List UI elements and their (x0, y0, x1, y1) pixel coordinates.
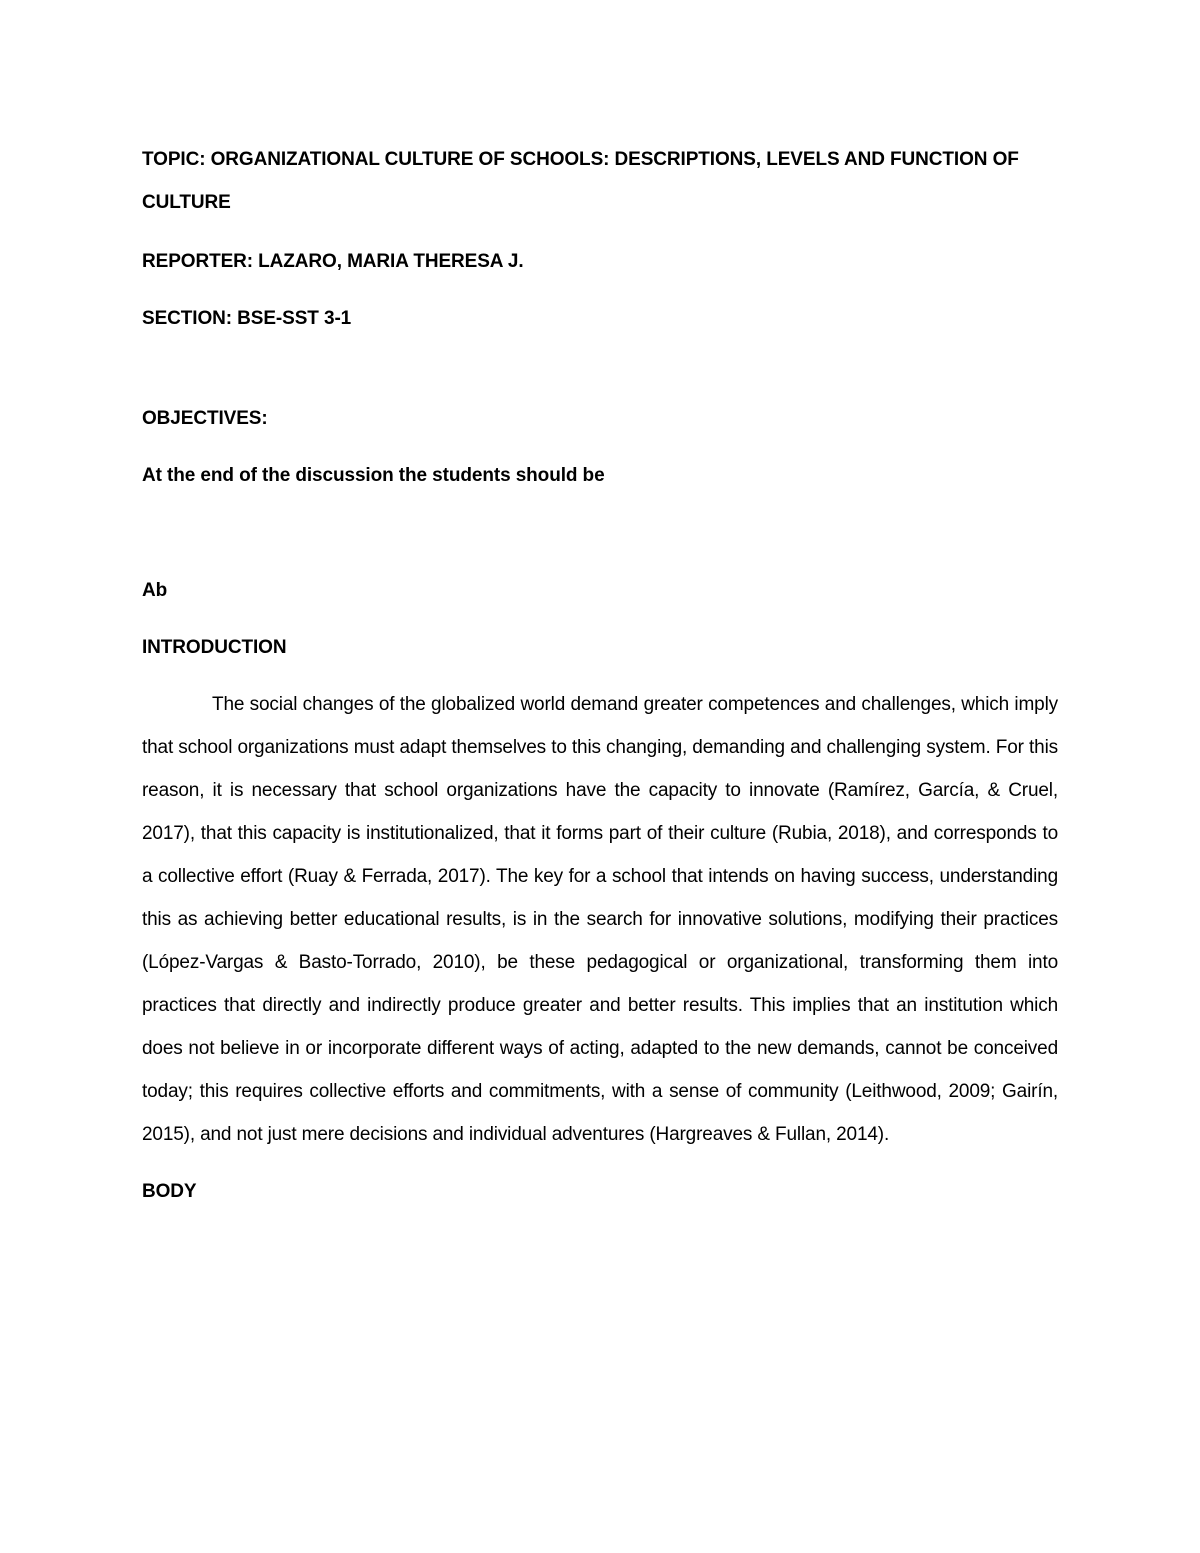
spacer (142, 497, 1058, 569)
objectives-lead: At the end of the discussion the students should be (142, 465, 605, 486)
reporter-line: REPORTER: LAZARO, MARIA THERESA J. (142, 251, 524, 272)
stub-text: Ab (142, 580, 168, 601)
spacer (142, 440, 1058, 454)
spacer (142, 340, 1058, 397)
document-content (142, 138, 1058, 1213)
spacer (142, 283, 1058, 297)
introduction-paragraph: The social changes of the globalized world demand greater competences and challenges, which imply that school organizations must adapt themselves to this changing, demanding and challenging system. For this reason, it is necessary that school organizations have the capacity to innovate (Ramírez, García, & Cruel, 2017), that this capacity is institutionalized, that it forms part of their culture (Rubia, 2018), and corresponds to a collective effort (Ruay & Ferrada, 2017). The key for a school that intends on having success, understanding this as achieving better educational results, is in the search for innovative solutions, modifying their practices (López-Vargas & Basto-Torrado, 2010), be these pedagogical or organizational, transforming them into practices that directly and indirectly produce greater and better results. This implies that an institution which does not believe in or incorporate different ways of acting, adapted to the new demands, cannot be conceived today; this requires collective efforts and commitments, with a sense of community (Leithwood, 2009; Gairín, 2015), and not just mere decisions and individual adventures (Hargreaves & Fullan, 2014). (142, 694, 1058, 1145)
section-line: SECTION: BSE-SST 3-1 (142, 308, 352, 329)
topic-heading: TOPIC: ORGANIZATIONAL CULTURE OF SCHOOLS: DESCRIPTIONS, LEVELS AND FUNCTION OF CULTURE (142, 149, 1019, 213)
introduction-heading: INTRODUCTION (142, 637, 287, 658)
spacer (142, 1156, 1058, 1170)
spacer (142, 669, 1058, 683)
body-heading: BODY (142, 1181, 197, 1202)
spacer (142, 612, 1058, 626)
objectives-heading: OBJECTIVES: (142, 408, 268, 429)
